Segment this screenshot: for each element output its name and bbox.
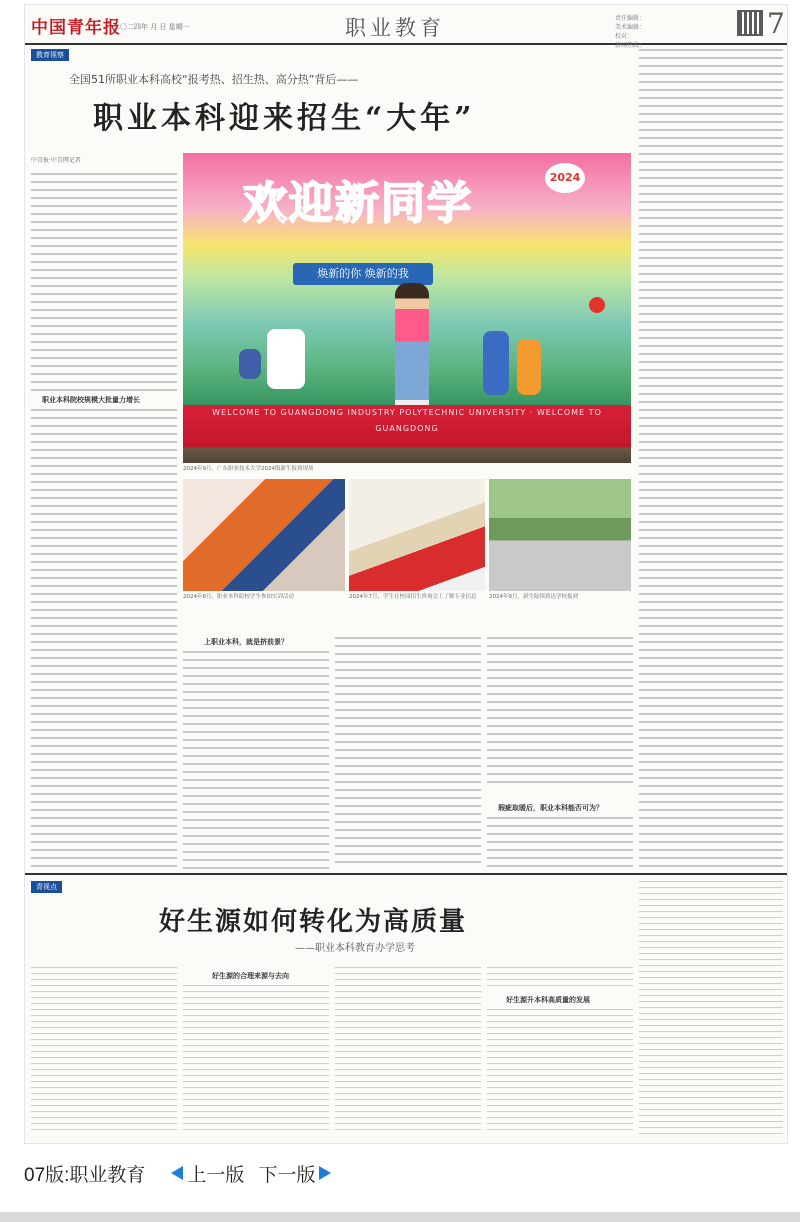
article-subhead: 瑕疵取暖后，职业本科能否可为？ bbox=[495, 803, 606, 813]
welcome-sign-text: 欢迎新同学 bbox=[243, 178, 473, 229]
article-text bbox=[335, 637, 481, 869]
article-text bbox=[487, 817, 633, 869]
section-title: 职业教育 bbox=[345, 16, 445, 40]
balloon-icon bbox=[589, 297, 605, 313]
mural-figure bbox=[267, 329, 305, 389]
photo-caption: 2024年8月，职业本科院校学生参加实训活动 bbox=[183, 594, 294, 600]
editor-line: 新闻热线： bbox=[615, 42, 646, 49]
welcome-banner: WELCOME TO GUANGDONG INDUSTRY POLYTECHNIC UNIVERSITY · WELCOME TO GUANGDONG bbox=[183, 405, 631, 421]
article-text bbox=[335, 967, 481, 1135]
page-label: 07版:职业教育 bbox=[24, 1164, 146, 1186]
arrow-left-icon[interactable] bbox=[171, 1166, 183, 1180]
mural-figure bbox=[239, 349, 261, 379]
photo-caption: 2024年9月，广东职业技术大学2024级新生报到现场 bbox=[183, 466, 314, 472]
student-figure bbox=[395, 283, 429, 413]
mural-figure bbox=[483, 331, 509, 395]
page-navigation bbox=[24, 1158, 335, 1188]
story-tag: 青视点 bbox=[31, 881, 62, 893]
issue-date: 二〇二四年 月 日 星期一 bbox=[113, 23, 190, 31]
article-text bbox=[31, 409, 177, 869]
editor-line: 校对： bbox=[615, 33, 634, 40]
article-text bbox=[31, 173, 177, 393]
article-text bbox=[487, 967, 633, 989]
article-subhead: 好生源升本科高质量的发展 bbox=[503, 995, 593, 1005]
editor-line: 责任编辑： bbox=[615, 15, 646, 22]
editor-credits bbox=[615, 14, 733, 50]
article-text bbox=[487, 637, 633, 787]
article-text bbox=[639, 49, 783, 869]
photo-caption: 2024年7月，学生在校园招生咨询会上了解专业信息 bbox=[349, 594, 477, 600]
mural-figure bbox=[517, 339, 541, 395]
byline: 中青报·中青网记者 bbox=[31, 157, 81, 164]
article-subhead: 上职业本科，就是挤前景？ bbox=[201, 637, 291, 647]
campus-arrival-photo bbox=[489, 479, 631, 591]
slogan-banner: 焕新的你 焕新的我 bbox=[293, 263, 433, 285]
editor-line: 美术编辑： bbox=[615, 24, 646, 31]
article-text bbox=[183, 985, 329, 1135]
article-subhead: 职业本科院校规模大批量力增长 bbox=[39, 395, 143, 405]
article-text bbox=[31, 967, 177, 1135]
workshop-photo bbox=[183, 479, 345, 591]
story-kicker: 全国51所职业本科高校“报考热、招生热、高分热”背后—— bbox=[69, 73, 359, 86]
page-number: 7 bbox=[767, 7, 785, 40]
newspaper-page bbox=[24, 4, 788, 1144]
story-headline: 职业本科迎来招生“大年” bbox=[93, 101, 476, 136]
article-text bbox=[183, 651, 329, 869]
prev-page-link[interactable]: 上一版 bbox=[187, 1164, 245, 1186]
article-subhead: 好生源的合理来源与去向 bbox=[209, 971, 292, 981]
section-divider bbox=[25, 873, 788, 875]
article-text bbox=[487, 1009, 633, 1135]
story-tag: 教育视察 bbox=[31, 49, 69, 61]
newspaper-logo: 中国青年报 bbox=[31, 18, 121, 38]
arrow-right-icon[interactable] bbox=[319, 1166, 331, 1180]
masthead bbox=[25, 5, 788, 49]
story-subtitle: ——职业本科教育办学思考 bbox=[295, 943, 415, 954]
qr-code-icon bbox=[737, 10, 763, 36]
year-badge: 2024 bbox=[545, 163, 585, 193]
photo-caption: 2024年9月，新生陆续到达学校报到 bbox=[489, 594, 578, 600]
main-photo bbox=[183, 153, 631, 463]
article-text bbox=[639, 881, 783, 1135]
next-page-link[interactable]: 下一版 bbox=[258, 1164, 316, 1186]
story-headline: 好生源如何转化为高质量 bbox=[159, 907, 468, 937]
footer-bar bbox=[0, 1212, 800, 1222]
consultation-photo bbox=[349, 479, 485, 591]
